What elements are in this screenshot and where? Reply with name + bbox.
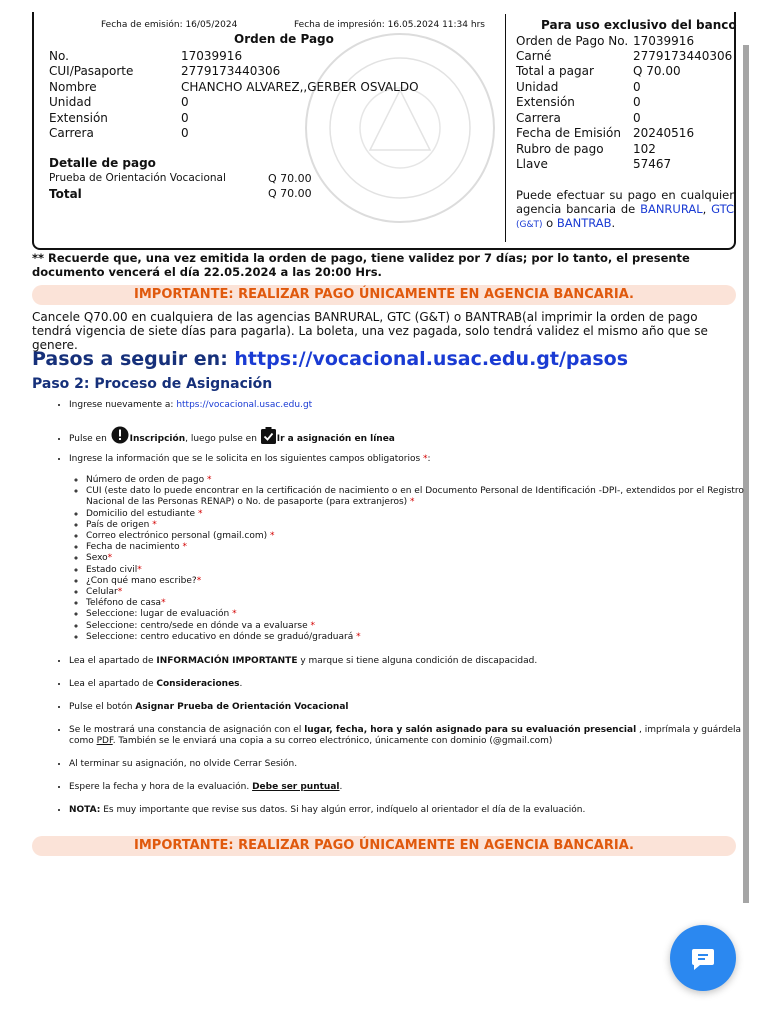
bank-field-label: Total a pagar: [516, 64, 594, 78]
step-bold: Consideraciones: [156, 679, 240, 690]
step-text: :: [427, 454, 431, 464]
bank-section-title: Para uso exclusivo del banco: [541, 18, 737, 32]
step-text: Ingrese la información que se le solicita en los siguientes campos obligatorios: [69, 454, 424, 464]
bank-connector: o: [546, 216, 554, 230]
list-item: ◦ ¿Con qué mano escribe?*: [86, 576, 759, 587]
step-title: Paso 2: Proceso de Asignación: [32, 376, 273, 392]
steps-link[interactable]: https://vocacional.usac.edu.gt/pasos: [234, 348, 628, 370]
bank-field-label: Extensión: [516, 95, 575, 109]
list-item: ◦ Número de orden de pago *: [86, 475, 759, 486]
list-item: [69, 782, 759, 793]
chat-button[interactable]: [670, 925, 736, 991]
list-item: ◦ Seleccione: centro/sede en dónde va a evaluarse *: [86, 621, 759, 632]
list-item: [69, 725, 759, 747]
bank-field-label: Orden de Pago No.: [516, 34, 629, 48]
validity-warning: ** Recuerde que, una vez emitida la orden de pago, tiene validez por 7 días; por lo tanto, el presente documento vencerá el día 22.05.2024 a las 20:00 Hrs.: [32, 251, 690, 279]
list-item: ◦ Estado civil*: [86, 565, 759, 576]
bank-field-label: Carrera: [516, 111, 561, 125]
required-star: *: [423, 454, 428, 464]
field-label: No.: [49, 49, 69, 63]
field-label: Unidad: [49, 95, 92, 109]
list-item: [69, 805, 759, 816]
field-value: 0: [181, 126, 189, 140]
important-banner-top: IMPORTANTE: REALIZAR PAGO ÚNICAMENTE EN AGENCIA BANCARIA.: [32, 285, 736, 305]
list-item: [69, 400, 759, 411]
steps-heading-prefix: Pasos a seguir en:: [32, 348, 235, 370]
field-label: Extensión: [49, 111, 108, 125]
receipt-divider: [505, 14, 506, 242]
bank-field-label: Carné: [516, 49, 552, 63]
university-seal-watermark: [300, 30, 500, 226]
step-bold: Asignar Prueba de Orientación Vocacional: [135, 702, 349, 713]
step-text: .: [339, 782, 343, 793]
total-label: Total: [49, 187, 82, 201]
step-text: Al terminar su asignación, no olvide Cerrar Sesión.: [69, 759, 298, 770]
bank-field-label: Fecha de Emisión: [516, 126, 621, 140]
list-item: ◦ Sexo*: [86, 553, 759, 564]
bank-field-value: 102: [633, 142, 656, 156]
list-item: ◦ Celular*: [86, 587, 759, 598]
required-fields-list: [69, 475, 759, 643]
field-label: Carrera: [49, 126, 94, 140]
bank-field-value: Q 70.00: [633, 64, 681, 78]
receipt-title: Orden de Pago: [234, 32, 334, 46]
list-item: ◦ Seleccione: centro educativo en dónde se graduó/graduará *: [86, 632, 759, 643]
inscripcion-label: Inscripción: [129, 434, 186, 444]
vocacional-link[interactable]: https://vocacional.usac.edu.gt: [176, 400, 313, 410]
bank-gtc: GTC: [711, 202, 734, 216]
step-text: Es muy importante que revise sus datos. Si hay algún error, indíquelo al orientador el día de la evaluación.: [100, 805, 586, 816]
bank-field-value: 20240516: [633, 126, 695, 140]
list-item: ◦ Seleccione: lugar de evaluación *: [86, 609, 759, 620]
punctual-label: Debe ser puntual: [252, 782, 340, 793]
bank-banrural: BANRURAL: [640, 202, 703, 216]
list-item: ◦ País de origen *: [86, 520, 759, 531]
list-item: [69, 426, 759, 445]
note-label: NOTA:: [69, 805, 101, 816]
list-item: [69, 759, 759, 770]
payment-detail-title: Detalle de pago: [49, 156, 156, 170]
asignacion-label: Ir a asignación en línea: [276, 434, 395, 444]
list-item: ◦ Domicilio del estudiante *: [86, 509, 759, 520]
steps-list: [52, 396, 759, 816]
clipboard-check-icon: [260, 427, 277, 444]
bank-field-label: Unidad: [516, 80, 559, 94]
bank-field-label: Rubro de pago: [516, 142, 604, 156]
bank-bantrab: BANTRAB: [556, 216, 612, 230]
field-value: CHANCHO ALVAREZ,,GERBER OSVALDO: [181, 80, 419, 94]
list-item: ◦ Teléfono de casa*: [86, 598, 759, 609]
bank-note-text: Puede efectuar su pago en cualquier agencia bancaria de: [516, 188, 734, 216]
list-item: [69, 454, 759, 643]
step-text: , imprímala y guárdela como: [69, 725, 742, 747]
list-item: ◦ CUI (este dato lo puede encontrar en la certificación de nacimiento o en el Documento Personal de Identificación -DPI-, extendidos por el Registro Nacional de las Personas RENAP) o No. de pasaporte (para extranjeros) *: [86, 486, 759, 508]
list-item: [69, 656, 759, 667]
bank-field-value: 17039916: [633, 34, 695, 48]
emission-date: Fecha de emisión: 16/05/2024: [101, 20, 238, 30]
chat-icon: [670, 925, 736, 991]
step-text: Pulse en: [69, 434, 110, 444]
step-bold: INFORMACIÓN IMPORTANTE: [156, 656, 298, 667]
total-amount: Q 70.00: [268, 187, 312, 200]
step-text: Espere la fecha y hora de la evaluación.: [69, 782, 253, 793]
payment-detail-amount: Q 70.00: [268, 172, 312, 185]
important-banner-bottom: IMPORTANTE: REALIZAR PAGO ÚNICAMENTE EN AGENCIA BANCARIA.: [32, 836, 736, 856]
step-text: .: [239, 679, 243, 690]
bank-field-label: Llave: [516, 157, 548, 171]
print-date: Fecha de impresión: 16.05.2024 11:34 hrs: [294, 20, 485, 30]
step-text: . También se le enviará una copia a su correo electrónico, únicamente con dominio (@gmail.com): [112, 736, 553, 747]
list-item: [69, 702, 759, 713]
step-text: Ingrese nuevamente a:: [69, 400, 177, 410]
bank-note-end: .: [611, 216, 616, 230]
step-text: Lea el apartado de: [69, 656, 157, 667]
bank-field-value: 0: [633, 80, 641, 94]
field-value: 2779173440306: [181, 64, 281, 78]
field-value: 0: [181, 111, 189, 125]
bank-note: Puede efectuar su pago en cualquier agencia bancaria de BANRURAL, GTC (G&T) o BANTRAB.: [516, 188, 734, 230]
bank-field-value: 0: [633, 95, 641, 109]
field-label: Nombre: [49, 80, 97, 94]
steps-heading: [32, 348, 628, 370]
payment-instructions: Cancele Q70.00 en cualquiera de las agencias BANRURAL, GTC (G&T) o BANTRAB(al imprimir la orden de pago tendrá vigencia de siete días para pagarla). La boleta, una vez pagada, solo tendrá validez el mismo año que se genere.: [32, 310, 708, 352]
pdf-label: PDF: [96, 736, 113, 747]
step-text: y marque si tiene alguna condición de discapacidad.: [297, 656, 538, 667]
list-item: ◦ Fecha de nacimiento *: [86, 542, 759, 553]
step-text: Se le mostrará una constancia de asignación con el: [69, 725, 305, 736]
step-text: , luego pulse en: [185, 434, 260, 444]
field-value: 0: [181, 95, 189, 109]
step-text: Lea el apartado de: [69, 679, 157, 690]
step-text: Pulse el botón: [69, 702, 136, 713]
step-bold: lugar, fecha, hora y salón asignado para su evaluación presencial: [304, 725, 637, 736]
bank-field-value: 2779173440306: [633, 49, 733, 63]
list-item: ◦ Correo electrónico personal (gmail.com) *: [86, 531, 759, 542]
field-value: 17039916: [181, 49, 243, 63]
list-item: [69, 679, 759, 690]
payment-detail-item: Prueba de Orientación Vocacional: [49, 172, 226, 184]
bank-field-value: 57467: [633, 157, 672, 171]
bank-gtc-sub: (G&T): [516, 220, 543, 230]
gear-badge-icon: [110, 426, 130, 444]
bank-field-value: 0: [633, 111, 641, 125]
field-label: CUI/Pasaporte: [49, 64, 134, 78]
